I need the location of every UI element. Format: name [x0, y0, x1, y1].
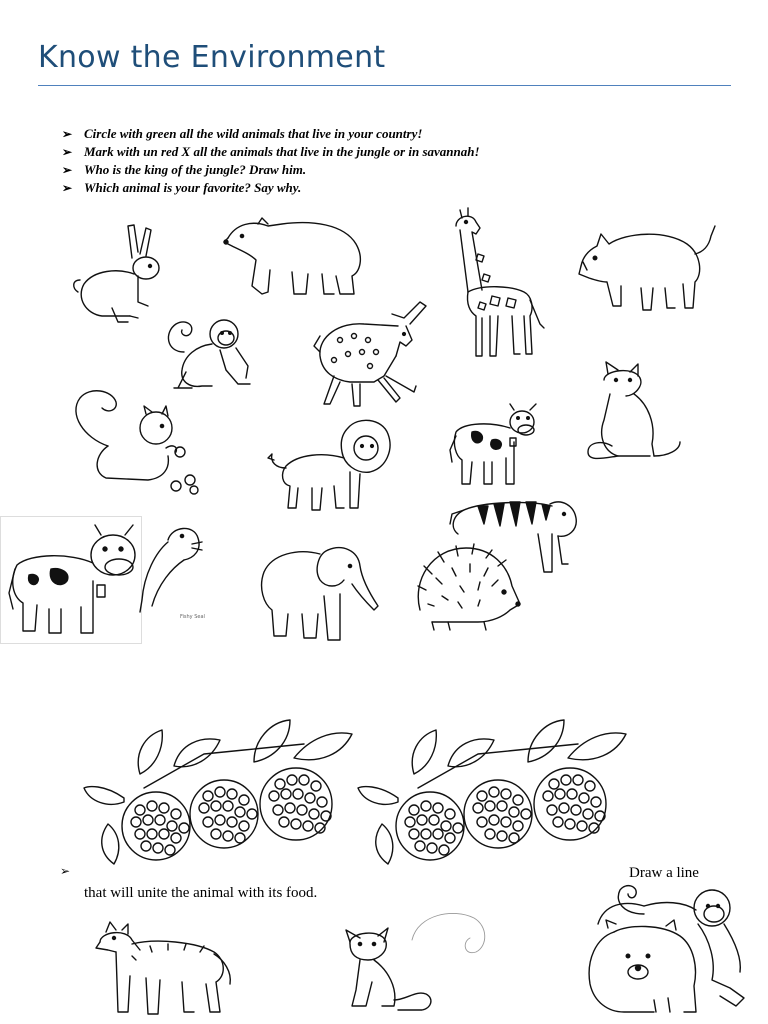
- wolf-drawing: [96, 920, 236, 1020]
- instruction-item: [62, 125, 480, 143]
- instruction-item: [62, 143, 480, 161]
- arrowhead-bullet-icon: ➢: [60, 864, 71, 878]
- instruction-text: Who is the king of the jungle? Draw him.: [84, 162, 307, 177]
- instruction-text: Mark with un red X all the animals that live in the jungle or in savannah!: [84, 144, 480, 159]
- arrowhead-bullet-icon: ➢: [62, 127, 73, 141]
- arrowhead-bullet-icon: ➢: [62, 181, 73, 195]
- matching-prompt-end: that will unite the animal with its food.: [84, 885, 318, 901]
- giraffe-drawing: [452, 204, 552, 360]
- seal-drawing: [138, 520, 206, 616]
- instruction-item: [62, 161, 480, 179]
- raspberries-drawing: [84, 714, 354, 870]
- page-title: Know the Environment: [38, 40, 386, 75]
- lion-drawing: [264, 412, 394, 516]
- elephant-drawing: [258, 540, 384, 644]
- instruction-text: Which animal is your favorite? Say why.: [84, 180, 302, 195]
- instruction-text: Circle with green all the wild animals that live in your country!: [84, 126, 423, 141]
- arrowhead-bullet-icon: ➢: [62, 163, 73, 177]
- wolf-sitting-drawing: [584, 360, 684, 470]
- matching-prompt-start: Draw a line: [629, 865, 699, 881]
- instruction-item: [62, 179, 480, 197]
- seal-caption: Fishy Seal: [180, 614, 205, 620]
- bear-drawing: [222, 214, 366, 298]
- monkey-drawing: [162, 312, 256, 392]
- title-divider: [38, 85, 731, 86]
- rabbit-drawing: [68, 222, 163, 324]
- cow-large-drawing: [0, 516, 142, 644]
- monkey-bear-drawing: [584, 880, 754, 1020]
- raspberries-drawing: [358, 714, 628, 870]
- instruction-list: [62, 125, 480, 197]
- fox-drawing: [342, 910, 494, 1020]
- hedgehog-drawing: [412, 540, 522, 632]
- squirrel-drawing: [68, 388, 203, 496]
- deer-drawing: [310, 296, 438, 410]
- arrowhead-bullet-icon: ➢: [62, 145, 73, 159]
- boar-drawing: [577, 220, 720, 316]
- cow-small-drawing: [448, 400, 546, 488]
